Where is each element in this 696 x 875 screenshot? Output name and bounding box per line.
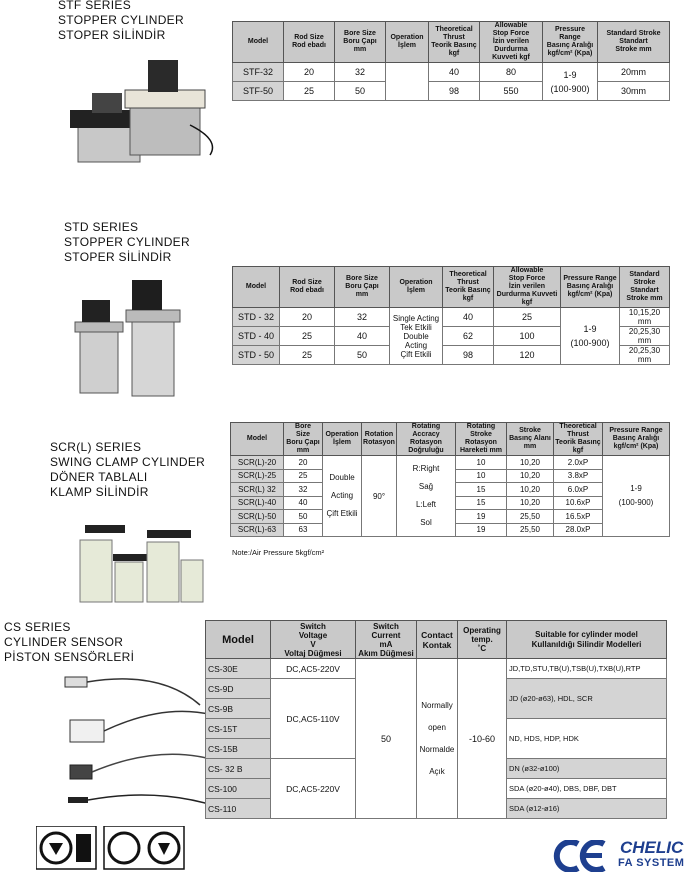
header-rod: Rod Size Rod ebadı xyxy=(284,22,335,63)
chelic-logo-mark-icon xyxy=(548,840,612,872)
table-row: STF-50 25 50 98 550 30mm xyxy=(233,82,670,101)
table-row: CS-30E DC,AC5-220V 50 Normally open Normalde Açık -10-60 JD,TD,STU,TB(U),TSB(U),TXB(U),RTP xyxy=(206,659,667,679)
scr-clamp-photo xyxy=(65,520,215,610)
header-pressure: Pressure Range Basınç Aralığı kgf/cm² (Kpa) xyxy=(543,22,598,63)
table-row: STD - 32 20 32 Single Acting Tek Etkili Double Acting Çift Etkili 40 25 1-9 (100-900) 10,15,20 mm xyxy=(233,308,670,327)
table-row: CS-110 SDA (ø12-ø16) xyxy=(206,799,667,819)
stf-spec-table xyxy=(232,21,670,101)
table-row: SCR(L) 32 32 15 10,20 6.0xP xyxy=(231,483,670,497)
header-bore: Bore Size Boru Çapı mm xyxy=(335,22,386,63)
table-row: CS-9D DC,AC5-110V JD (ø20-ø63), HDL, SCR xyxy=(206,679,667,699)
scr-spec-table: Model Bore Size Boru Çapı mm Operation İşlem Rotation Rotasyon Rotating Accracy Rotasyon Doğruluğu Rotating Stroke Rotasyon Hareketi mm Stroke Basınç Alanı mm Theoretical Thrust Teorik Basınç kgf Pressure Range Basınç Aralığı kgf/cm² (Kpa) SCR(L)-20 20 Double Acting Çift Etkili 90° R:Right Sağ L:Left Sol 10 10,20 2.0xP 1-9 (100-900) SCR(L)-25 25 10 10,20 3.8xP SCR(L) 32 32 15 10,20 6.0xP SCR(L)-40 40 15 10,20 10.6xP SCR(L)-50 50 19 25,50 16.5xP SCR(L)-63 63 19 25,50 28.0xP xyxy=(230,422,670,537)
certification-marks xyxy=(36,826,186,870)
std-spec-table: Model Rod Size Rod ebadı Bore Size Boru Çapı mm Operation İşlem Theoretical Thrust Teorik Basınç kgf Allowable Stop Force İzin verilen Durdurma Kuvveti kgf Pressure Range Basınç Aralığı kgf/cm² (Kpa) Standard Stroke Standart Stroke mm STD - 32 20 32 Single Acting Tek Etkili Double Acting Çift Etkili 40 25 1-9 (100-900) 10,15,20 mm STD - 40 25 40 62 100 20,25,30 mm STD - 50 25 50 98 120 20,25,30 mm xyxy=(232,266,670,365)
table-row: CS- 32 B DC,AC5-220V DN (ø32-ø100) xyxy=(206,759,667,779)
cs-spec-table: Model Switch Voltage V Voltaj Düğmesi Switch Current mA Akım Düğmesi Contact Kontak Operating temp. ˚C Suitable for cylinder model Kullanıldığı Silindir Modelleri CS-30E DC,AC5-220V 50 Normally open Normalde Açık -10-60 JD,TD,STU,TB(U),TSB(U),TXB(U),RTP CS-9D DC,AC5-110V JD (ø20-ø63), HDL, SCR CS-9B CS-15T ND, HDS, HDP, HDK CS-15B CS- 32 B DC,AC5-220V DN (ø32-ø100) CS-100 SDA (ø20-ø40), DBS, DBF, DBT CS-110 SDA (ø12-ø16) xyxy=(205,620,667,819)
table-row: SCR(L)-40 40 15 10,20 10.6xP xyxy=(231,496,670,510)
table-row: STD - 40 25 40 62 100 20,25,30 mm xyxy=(233,327,670,346)
header-stroke: Standard Stroke Standart Stroke mm xyxy=(598,22,670,63)
std-cylinder-photo xyxy=(70,278,200,403)
table-row: CS-9B xyxy=(206,699,667,719)
table-row: SCR(L)-63 63 19 25,50 28.0xP xyxy=(231,523,670,537)
chelic-logo xyxy=(548,838,696,872)
table-row: CS-100 SDA (ø20-ø40), DBS, DBF, DBT xyxy=(206,779,667,799)
brand-name: CHELIC xyxy=(620,838,684,857)
std-title: STD SERIES STOPPER CYLINDER STOPER SİLİNDİR xyxy=(64,220,190,264)
table-row: STF-32 20 32 40 80 1-9 (100-900) 20mm xyxy=(233,63,670,82)
header-force: Allowable Stop Force İzin verilen Durdurma Kuvveti kgf xyxy=(480,22,543,63)
table-row: SCR(L)-20 20 Double Acting Çift Etkili 90° R:Right Sağ L:Left Sol 10 10,20 2.0xP 1-9 (100-900) xyxy=(231,456,670,470)
header-thrust: Theoretical Thrust Teorik Basınç kgf xyxy=(429,22,480,63)
cs-title: CS SERIES CYLINDER SENSOR PİSTON SENSÖRLERİ xyxy=(4,620,135,664)
header-model: Model xyxy=(233,22,284,63)
table-row: STD - 50 25 50 98 120 20,25,30 mm xyxy=(233,346,670,365)
stf-cylinder-photo xyxy=(70,55,220,175)
table-row: SCR(L)-25 25 10 10,20 3.8xP xyxy=(231,469,670,483)
table-row: CS-15B xyxy=(206,739,667,759)
table-row: SCR(L)-50 50 19 25,50 16.5xP xyxy=(231,510,670,524)
table-row: CS-15T ND, HDS, HDP, HDK xyxy=(206,719,667,739)
scr-note: Note:/Air Pressure 5kgf/cm² xyxy=(232,548,325,557)
scr-title: SCR(L) SERIES SWING CLAMP CYLINDER DÖNER TABLALI KLAMP SİLİNDİR xyxy=(50,440,206,499)
stf-title: STF SERIES STOPPER CYLINDER STOPER SİLİNDİR xyxy=(58,0,184,42)
brand-subtitle: FA SYSTEM xyxy=(618,857,685,869)
header-operation: Operation İşlem xyxy=(386,22,429,63)
quality-management-seal xyxy=(104,826,184,869)
